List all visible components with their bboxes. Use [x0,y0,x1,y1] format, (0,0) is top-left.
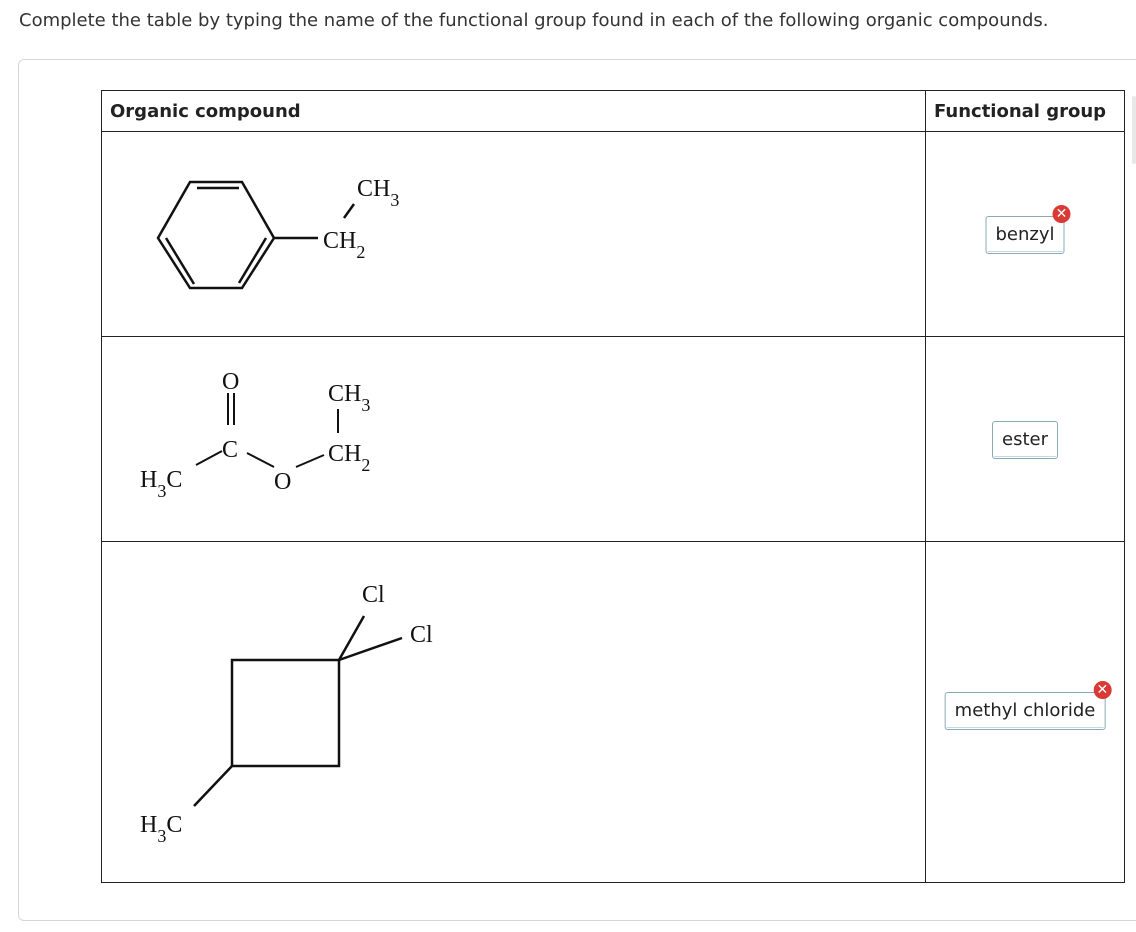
x-mark-icon: ✕ [1093,681,1111,699]
table-row [102,337,1125,542]
structure-ethyl-acetate [102,337,917,541]
carbonyl-c-label: C [222,437,239,463]
answer-text: ester [1002,429,1048,450]
ester-o-label: O [274,469,292,495]
header-organic-compound: Organic compound [102,91,926,132]
answer-text: benzyl [995,224,1055,245]
compound-cell-3 [102,542,926,883]
answer-input-2[interactable] [992,421,1058,459]
answer-input-1[interactable] [985,206,1068,254]
bond [296,455,324,467]
h3c-label: $H_3C$ [140,467,183,501]
cl-label-1: Cl [362,582,385,608]
double-bond [239,238,266,283]
bond [194,766,232,806]
structure-dichloro-methylcyclobutane [102,542,917,882]
answer-input-3[interactable] [945,682,1109,730]
ch2-label: $CH_2$ [323,228,366,262]
answer-table [101,90,1125,883]
double-bond [166,238,194,284]
functional-group-cell-2 [926,337,1125,542]
functional-group-cell-3 [926,542,1125,883]
bond [247,453,274,467]
header-functional-group: Functional group [926,91,1125,132]
answer-text: methyl chloride [954,700,1096,721]
table-row [102,542,1125,883]
bond [344,204,354,218]
question-prompt: Complete the table by typing the name of the functional group found in each of the following organic compounds. [19,10,1049,31]
carbonyl-o-label: O [222,369,240,395]
h3c-label: $H_3C$ [140,812,183,846]
table-row [102,132,1125,337]
cyclobutane-ring [232,660,339,766]
benzene-ring [158,182,274,288]
functional-group-cell-1 [926,132,1125,337]
x-mark-icon: ✕ [1053,205,1071,223]
scrollbar[interactable] [1132,96,1136,164]
ch2-label: $CH_2$ [328,441,371,475]
cl-label-2: Cl [410,622,433,648]
structure-ethylbenzene [102,132,917,336]
compound-cell-1 [102,132,926,337]
compound-cell-2 [102,337,926,542]
ch3-label: $CH_3$ [328,381,371,415]
bond [196,451,222,465]
ch3-label: $CH_3$ [357,176,400,210]
